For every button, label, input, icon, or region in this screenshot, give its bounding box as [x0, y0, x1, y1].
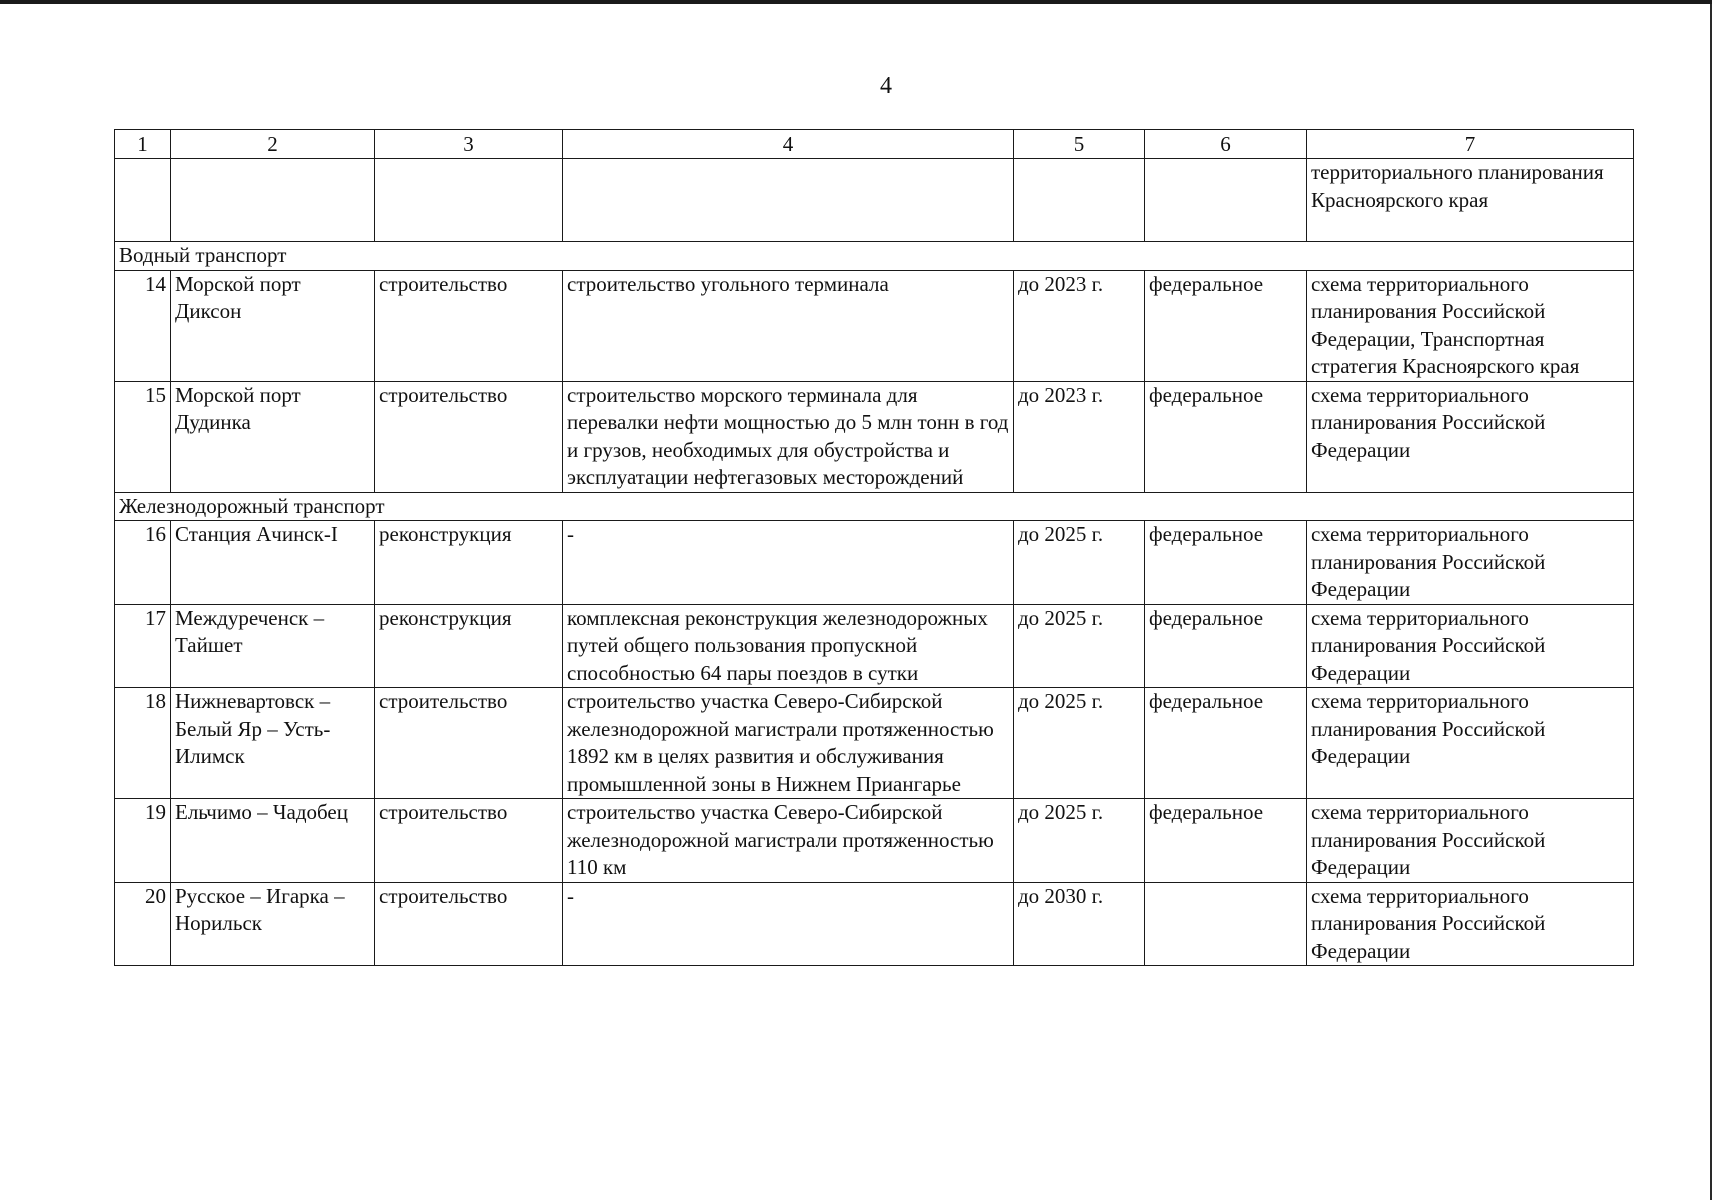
page-number: 4	[880, 73, 892, 99]
source-document: схема территориального планирования Российской Федерации	[1307, 882, 1634, 966]
object-name: Русское – Игарка – Норильск	[171, 882, 375, 966]
source-document: схема территориального планирования Российской Федерации	[1307, 799, 1634, 883]
column-header: 3	[375, 130, 563, 159]
table-row	[115, 799, 1634, 883]
table-row	[115, 521, 1634, 605]
source-document: схема территориального планирования Российской Федерации	[1307, 604, 1634, 688]
significance: федеральное	[1145, 521, 1307, 605]
section-header-row	[115, 242, 1634, 271]
table-cell	[1145, 159, 1307, 242]
deadline: до 2025 г.	[1014, 688, 1145, 799]
deadline: до 2023 г.	[1014, 381, 1145, 492]
column-header: 7	[1307, 130, 1634, 159]
source-document: схема территориального планирования Российской Федерации	[1307, 381, 1634, 492]
table-row	[115, 604, 1634, 688]
description: строительство участка Северо-Сибирской железнодорожной магистрали протяженностью 1892 км в целях развития и обслуживания промышленной зоны в Нижнем Приангарье	[563, 688, 1014, 799]
deadline: до 2023 г.	[1014, 270, 1145, 381]
table-cell	[171, 159, 375, 242]
object-name: Нижневартовск – Белый Яр – Усть-Илимск	[171, 688, 375, 799]
row-number: 14	[115, 270, 171, 381]
table-row	[115, 882, 1634, 966]
deadline: до 2030 г.	[1014, 882, 1145, 966]
work-type: реконструкция	[375, 604, 563, 688]
row-number: 17	[115, 604, 171, 688]
page-top-border	[0, 0, 1712, 4]
description: строительство участка Северо-Сибирской железнодорожной магистрали протяженностью 110 км	[563, 799, 1014, 883]
object-name: Ельчимо – Чадобец	[171, 799, 375, 883]
column-header: 6	[1145, 130, 1307, 159]
deadline: до 2025 г.	[1014, 799, 1145, 883]
section-title: Железнодорожный транспорт	[115, 492, 1634, 521]
row-number: 16	[115, 521, 171, 605]
section-header-row	[115, 492, 1634, 521]
object-name: Станция Ачинск-I	[171, 521, 375, 605]
row-number: 20	[115, 882, 171, 966]
description: комплексная реконструкция железнодорожных путей общего пользования пропускной способностью 64 пары поездов в сутки	[563, 604, 1014, 688]
source-document: схема территориального планирования Российской Федерации	[1307, 688, 1634, 799]
work-type: строительство	[375, 270, 563, 381]
significance: федеральное	[1145, 799, 1307, 883]
deadline: до 2025 г.	[1014, 604, 1145, 688]
transport-objects-table	[114, 129, 1634, 966]
table-cell	[1014, 159, 1145, 242]
significance	[1145, 882, 1307, 966]
significance: федеральное	[1145, 688, 1307, 799]
deadline: до 2025 г.	[1014, 521, 1145, 605]
table-row	[115, 688, 1634, 799]
table-row	[115, 381, 1634, 492]
table-cell	[375, 159, 563, 242]
column-header: 4	[563, 130, 1014, 159]
significance: федеральное	[1145, 270, 1307, 381]
source-document: схема территориального планирования Российской Федерации	[1307, 521, 1634, 605]
column-number-row	[115, 130, 1634, 159]
description: -	[563, 882, 1014, 966]
table-row	[115, 270, 1634, 381]
column-header: 5	[1014, 130, 1145, 159]
column-header: 2	[171, 130, 375, 159]
row-number: 19	[115, 799, 171, 883]
column-header: 1	[115, 130, 171, 159]
continuation-row	[115, 159, 1634, 242]
source-document: схема территориального планирования Российской Федерации, Транспортная стратегия Красноярского края	[1307, 270, 1634, 381]
object-name: Морской порт Диксон	[171, 270, 375, 381]
section-title: Водный транспорт	[115, 242, 1634, 271]
work-type: строительство	[375, 381, 563, 492]
description: строительство угольного терминала	[563, 270, 1014, 381]
work-type: строительство	[375, 882, 563, 966]
description: -	[563, 521, 1014, 605]
work-type: строительство	[375, 799, 563, 883]
object-name: Междуреченск – Тайшет	[171, 604, 375, 688]
continuation-document-cell: территориального планирования Красноярского края	[1307, 159, 1634, 242]
work-type: реконструкция	[375, 521, 563, 605]
significance: федеральное	[1145, 604, 1307, 688]
table-cell	[563, 159, 1014, 242]
description: строительство морского терминала для перевалки нефти мощностью до 5 млн тонн в год и грузов, необходимых для обустройства и эксплуатации нефтегазовых месторождений	[563, 381, 1014, 492]
row-number: 15	[115, 381, 171, 492]
table-cell	[115, 159, 171, 242]
row-number: 18	[115, 688, 171, 799]
significance: федеральное	[1145, 381, 1307, 492]
object-name: Морской порт Дудинка	[171, 381, 375, 492]
work-type: строительство	[375, 688, 563, 799]
